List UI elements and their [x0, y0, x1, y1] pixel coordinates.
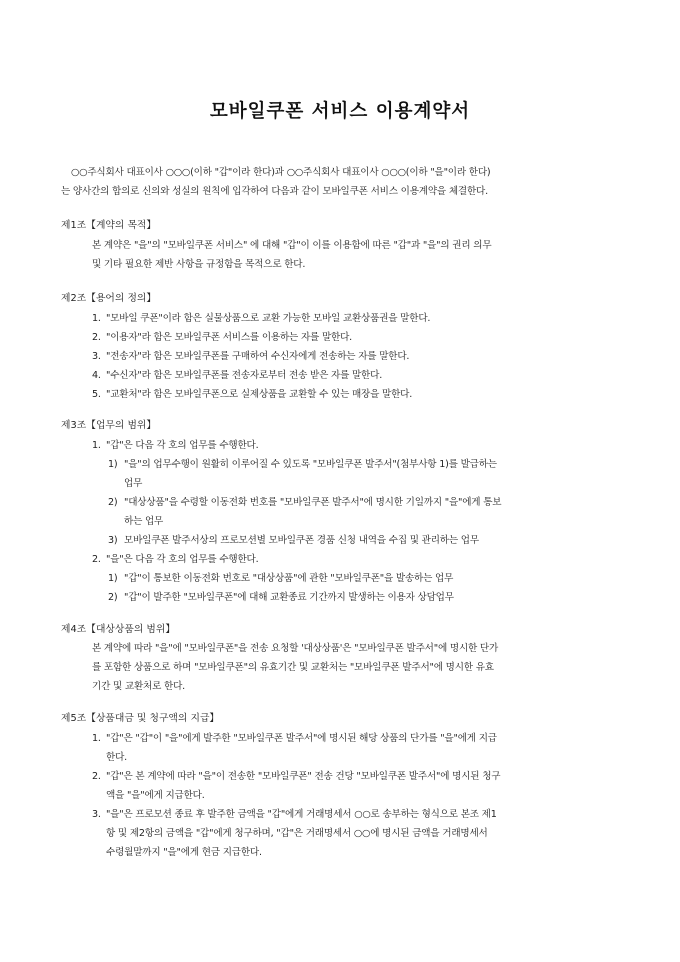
sub-item-text: "갑"이 통보한 이동전화 번호로 "대상상품"에 관한 "모바일쿠폰"을 발송하는 업무: [124, 573, 454, 584]
list-item: [92, 366, 622, 385]
item-number: 2.: [92, 554, 101, 565]
item-number: 2.: [92, 771, 101, 782]
item-text: 수령월말까지 "을"에게 현금 지급한다.: [106, 847, 262, 858]
item-text: "이용자"라 함은 모바일쿠폰 서비스를 이용하는 자를 말한다.: [106, 332, 352, 343]
sub-item: [92, 455, 622, 493]
document-title: 모바일쿠폰 서비스 이용계약서: [209, 101, 471, 122]
item-number: 5.: [92, 389, 101, 400]
list-item: [92, 436, 622, 455]
article-4-line: 기간 및 교환처로 한다.: [92, 681, 186, 692]
sub-item-number: 3): [108, 535, 118, 546]
item-number: 4.: [92, 370, 101, 381]
item-text: "수신자"라 함은 모바일쿠폰를 전송자로부터 전송 받은 자를 말한다.: [106, 370, 383, 381]
item-text: "모바일 쿠폰"이라 함은 실물상품으로 교환 가능한 모바일 교환상품권을 말한다.: [106, 313, 431, 324]
item-text: "갑"은 본 계약에 따라 "을"이 전송한 "모바일쿠폰" 전송 건당 "모바일쿠폰 발주서"에 명시된 청구: [106, 771, 501, 782]
article-3-list: [92, 436, 622, 607]
item-text: 항 및 제2항의 금액을 "갑"에게 청구하며, "갑"은 거래명세서 ○○에 명시된 금액을 거래명세서: [106, 828, 488, 839]
list-item: [92, 309, 622, 328]
intro-line: ○○주식회사 대표이사 ○○○(이하 "갑"이라 한다)과 ○○주식회사 대표이사 ○○○(이하 "을"이라 한다): [71, 167, 491, 178]
sub-item-number: 2): [108, 592, 118, 603]
article-5-heading: 제5조【상품대금 및 청구액의 지급】: [61, 713, 220, 724]
article-1-line: 본 계약은 "을"의 "모바일쿠폰 서비스" 에 대해 "갑"이 이를 이용함에 따른 "갑"과 "을"의 권리 의무: [92, 240, 492, 251]
list-item: [92, 328, 622, 347]
sub-item: [92, 569, 622, 588]
sub-item-number: 2): [108, 497, 118, 508]
item-number: 1.: [92, 440, 101, 451]
list-item: [92, 805, 622, 862]
sub-item-text: 모바일쿠폰 발주서상의 프로모션별 모바일쿠폰 경품 신청 내역을 수집 및 관리하는 업무: [124, 535, 479, 546]
item-text: "을"은 프로모션 종료 후 발주한 금액을 "갑"에게 거래명세서 ○○로 송부하는 형식으로 본조 제1: [106, 809, 497, 820]
sub-item-text: "대상상품"을 수령할 이동전화 번호를 "모바일쿠폰 발주서"에 명시한 기일까지 "을"에게 통보: [124, 497, 502, 508]
sub-item-text: 하는 업무: [124, 516, 164, 527]
list-item: [92, 550, 622, 569]
sub-item-number: 1): [108, 459, 118, 470]
item-text: 액을 "을"에게 지급한다.: [106, 790, 205, 801]
article-4-heading: 제4조【대상상품의 범위】: [61, 624, 176, 635]
sub-item: [92, 493, 622, 531]
item-text: "갑"은 "갑"이 "을"에게 발주한 "모바일쿠폰 발주서"에 명시된 해당 상품의 단가를 "을"에게 지급: [106, 733, 497, 744]
item-text: 한다.: [106, 752, 127, 763]
article-4-body: [92, 639, 622, 696]
article-3-heading: 제3조【업무의 범위】: [61, 420, 157, 431]
item-text: "전송자"라 함은 모바일쿠폰를 구매하여 수신자에게 전송하는 자를 말한다.: [106, 351, 410, 362]
item-number: 3.: [92, 809, 101, 820]
sub-item-text: "갑"이 발주한 "모바일쿠폰"에 대해 교환종료 기간까지 발생하는 이용자 상담업무: [124, 592, 454, 603]
sub-item-number: 1): [108, 573, 118, 584]
item-text: "을"은 다음 각 호의 업무를 수행한다.: [106, 554, 259, 565]
list-item: [92, 347, 622, 366]
list-item: [92, 385, 622, 404]
intro-paragraph: [61, 163, 621, 201]
item-number: 1.: [92, 313, 101, 324]
article-1-heading: 제1조【계약의 목적】: [61, 220, 157, 231]
article-4-line: 본 계약에 따라 "을"에 "모바일쿠폰"을 전송 요청할 '대상상품'은 "모바일쿠폰 발주서"에 명시한 단가: [92, 643, 499, 654]
list-item: [92, 767, 622, 805]
sub-item: [92, 531, 622, 550]
item-text: "교환처"라 함은 모바일쿠폰으로 실제상품을 교환할 수 있는 매장을 말한다.: [106, 389, 413, 400]
list-item: [92, 729, 622, 767]
sub-item-text: 업무: [124, 478, 143, 489]
item-text: "갑"은 다음 각 호의 업무를 수행한다.: [106, 440, 259, 451]
item-number: 1.: [92, 733, 101, 744]
article-4-line: 를 포함한 상품으로 하며 "모바일쿠폰"의 유효기간 및 교환처는 "모바일쿠폰 발주서"에 명시한 유효: [92, 662, 494, 673]
sub-item: [92, 588, 622, 607]
article-2-list: [92, 309, 622, 404]
article-1-line: 및 기타 필요한 제반 사항을 규정함을 목적으로 한다.: [92, 259, 306, 270]
sub-item-text: "을"의 업무수행이 원활히 이루어질 수 있도록 "모바일쿠폰 발주서"(첨부사항 1)를 발급하는: [124, 459, 497, 470]
article-2-heading: 제2조【용어의 정의】: [61, 293, 157, 304]
item-number: 3.: [92, 351, 101, 362]
article-1-body: [92, 236, 622, 274]
item-number: 2.: [92, 332, 101, 343]
article-5-list: [92, 729, 622, 862]
intro-line: 는 양사간의 합의로 신의와 성실의 원칙에 입각하여 다음과 같이 모바일쿠폰 서비스 이용계약을 체결한다.: [61, 186, 488, 197]
